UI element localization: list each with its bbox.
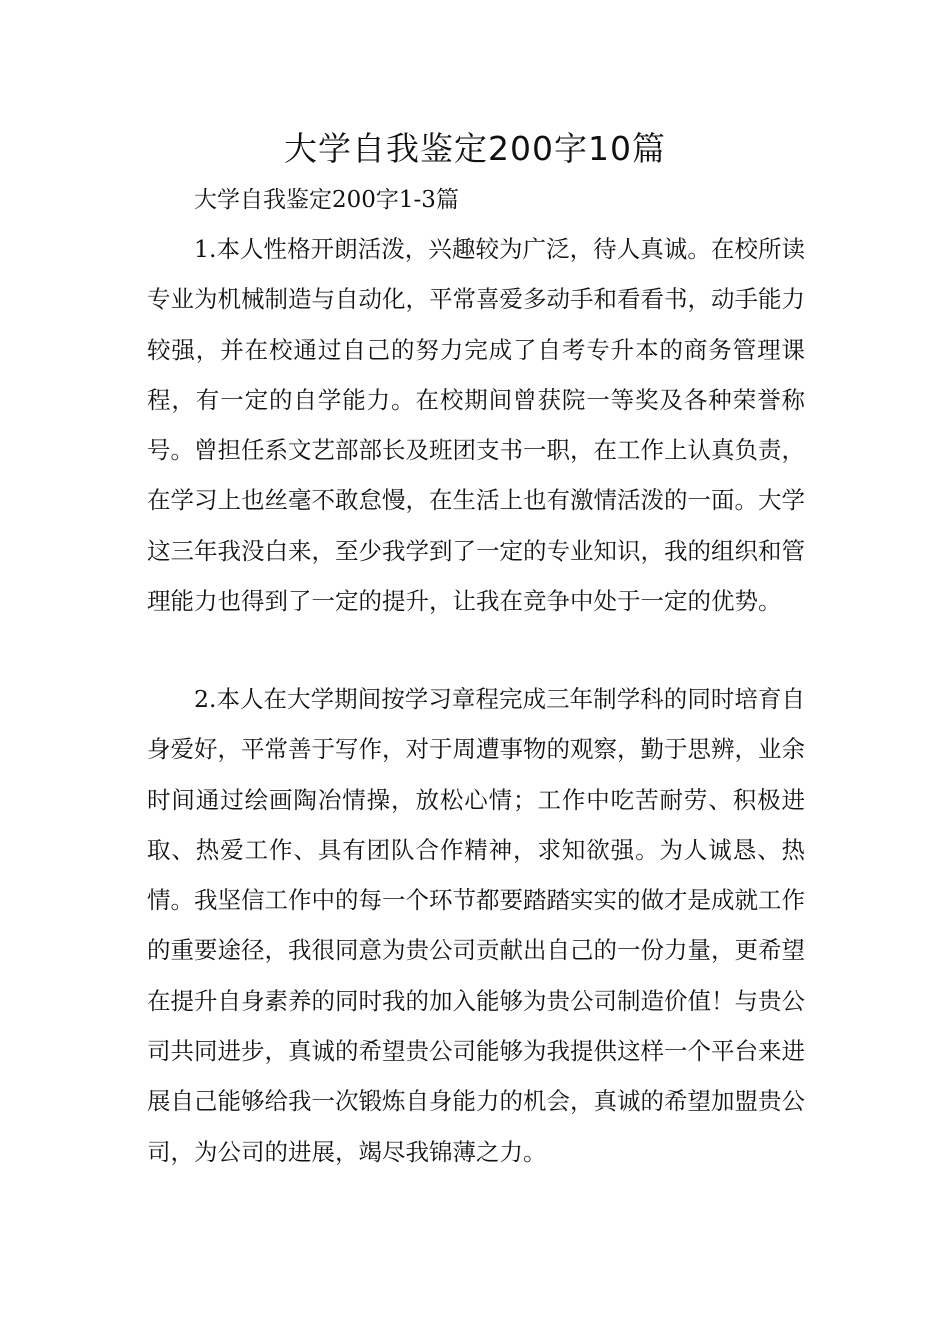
- page-title: 大学自我鉴定200字10篇: [284, 129, 666, 168]
- section-subtitle: 大学自我鉴定200字1-3篇: [194, 187, 459, 213]
- paragraph-1: 1.本人性格开朗活泼，兴趣较为广泛，待人真诚。在校所读专业为机械制造与自动化，平常喜爱多动手和看看书，动手能力较强，并在校通过自己的努力完成了自考专升本的商务管理课程，有一定的自学能力。在校期间曾获院一等奖及各种荣誉称号。曾担任系文艺部部长及班团支书一职，在工作上认真负责，在学习上也丝毫不敢怠慢，在生活上也有激情活泼的一面。大学这三年我没白来，至少我学到了一定的专业知识，我的组织和管理能力也得到了一定的提升，让我在竞争中处于一定的优势。: [147, 235, 805, 616]
- paragraph-2: 2.本人在大学期间按学习章程完成三年制学科的同时培育自身爱好，平常善于写作，对于周遭事物的观察，勤于思辨，业余时间通过绘画陶冶情操，放松心情；工作中吃苦耐劳、积极进取、热爱工作、具有团队合作精神，求知欲强。为人诚恳、热情。我坚信工作中的每一个环节都要踏踏实实的做才是成就工作的重要途径，我很同意为贵公司贡献出自己的一份力量，更希望在提升自身素养的同时我的加入能够为贵公司制造价值！与贵公司共同进步，真诚的希望贵公司能够为我提供这样一个平台来进展自己能够给我一次锻炼自身能力的机会，真诚的希望加盟贵公司，为公司的进展，竭尽我锦薄之力。: [147, 685, 805, 1166]
